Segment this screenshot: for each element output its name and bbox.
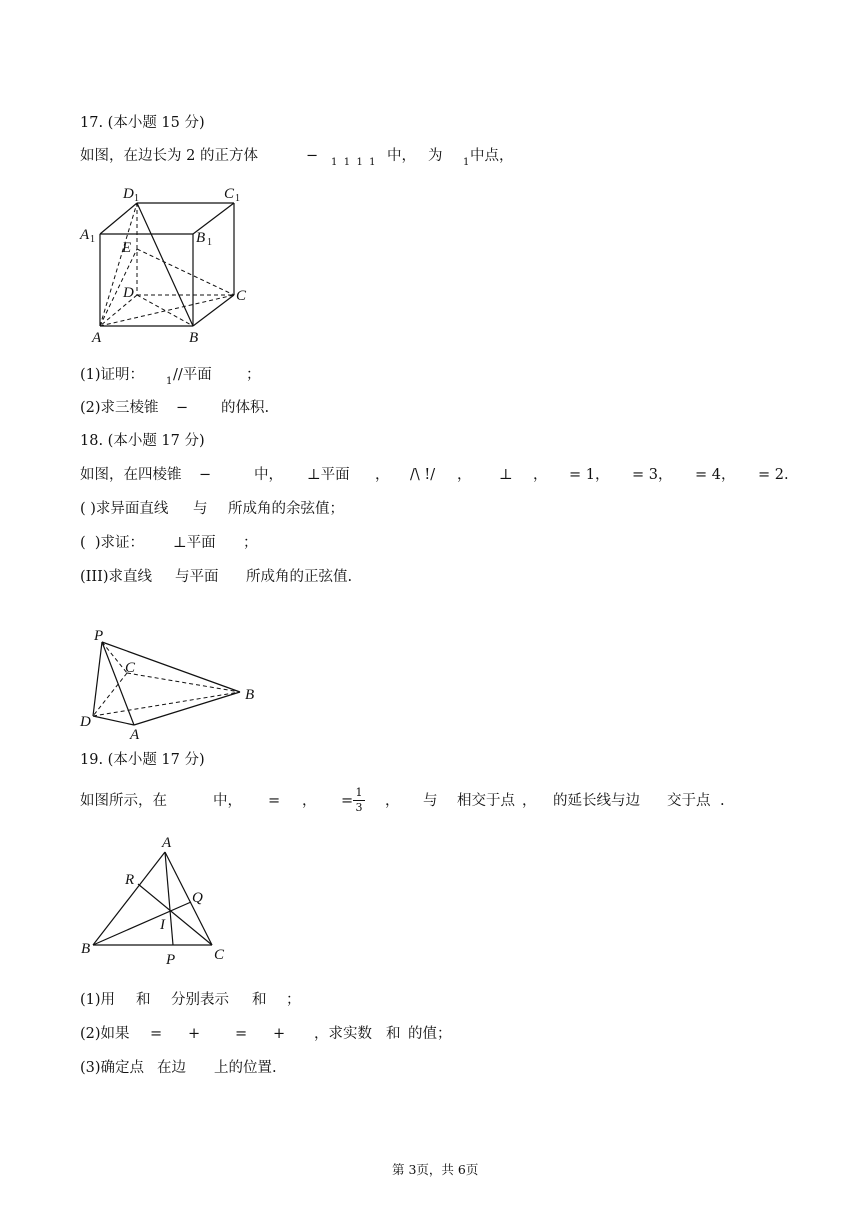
- label-Q: Q: [192, 890, 203, 906]
- q19-part2: +: [273, 1026, 286, 1042]
- label-A: A: [130, 727, 140, 743]
- q19-part2: =: [235, 1026, 248, 1042]
- label-A1-subscript: 1: [90, 234, 95, 245]
- q17-stem-text: 为: [428, 148, 443, 164]
- q19-part2: (2)如果: [80, 1026, 130, 1042]
- q18-part2: ( )求证：: [80, 535, 145, 551]
- q18-stem-eq2: = 3，: [632, 467, 673, 483]
- label-A: A: [162, 835, 172, 851]
- q18-stem-eq4: = 2.: [758, 467, 789, 483]
- q19-stem: 中，: [213, 793, 242, 809]
- q19-part3: (3)确定点: [80, 1060, 145, 1076]
- label-B1: B: [196, 230, 206, 246]
- label-B: B: [245, 687, 255, 703]
- q17-header: 17. (本小题 15 分): [80, 115, 205, 131]
- q19-stem: =: [268, 793, 281, 809]
- q19-part1: ；: [286, 992, 301, 1008]
- q17-part1: //平面: [173, 367, 212, 383]
- q17-part2: 的体积.: [221, 400, 270, 416]
- q17-part2-dash: −: [176, 400, 189, 416]
- label-C: C: [236, 288, 247, 304]
- q18-stem: 中，: [254, 467, 283, 483]
- q19-fraction-numerator: 1: [355, 786, 363, 799]
- q18-stem-eq3: = 4，: [695, 467, 736, 483]
- label-A: A: [92, 330, 102, 346]
- q19-header: 19. (本小题 17 分): [80, 752, 205, 768]
- label-C1-subscript: 1: [235, 193, 240, 204]
- q18-part1: 与: [193, 501, 208, 517]
- label-E: E: [122, 240, 132, 256]
- label-B1-subscript: 1: [207, 237, 212, 248]
- q17-part1-subscript: 1: [166, 376, 173, 387]
- q19-part1: (1)用: [80, 992, 116, 1008]
- q18-stem: /\ !/: [410, 467, 436, 483]
- q18-stem: 如图，在四棱锥: [80, 467, 182, 483]
- q18-stem: ，: [375, 467, 390, 483]
- q19-part2: 和: [386, 1026, 401, 1042]
- q17-stem-dash: −: [306, 148, 319, 164]
- q18-part2: ；: [243, 535, 258, 551]
- pyramid-figure: [76, 626, 271, 742]
- q18-part1: 所成角的余弦值；: [228, 501, 344, 517]
- q18-header: 18. (本小题 17 分): [80, 433, 205, 449]
- label-C: C: [214, 947, 225, 963]
- q17-stem-subscript: 1: [463, 157, 470, 168]
- q19-part2: 的值；: [408, 1026, 452, 1042]
- label-R: R: [125, 872, 135, 888]
- q19-stem: =: [341, 793, 354, 809]
- q18-stem: ⊥: [499, 467, 513, 483]
- q19-stem: .: [720, 793, 725, 809]
- q19-part1: 和: [136, 992, 151, 1008]
- q19-part3: 在边: [157, 1060, 186, 1076]
- q18-stem: ，: [457, 467, 472, 483]
- label-P: P: [94, 628, 104, 644]
- label-B: B: [189, 330, 199, 346]
- q19-part2: ，求实数: [314, 1026, 372, 1042]
- label-D1: D: [123, 186, 134, 202]
- q19-stem: ，: [385, 793, 400, 809]
- q19-stem: 与: [423, 793, 438, 809]
- label-B: B: [81, 941, 91, 957]
- label-D: D: [123, 285, 134, 301]
- q19-part2: +: [188, 1026, 201, 1042]
- q17-stem-text: 中，: [387, 148, 416, 164]
- triangle-figure: [78, 830, 238, 970]
- q18-part3: 所成角的正弦值.: [246, 569, 353, 585]
- q18-part2: ⊥平面: [173, 535, 216, 551]
- cube-figure: [76, 180, 256, 350]
- q17-part1: (1)证明：: [80, 367, 145, 383]
- q18-stem-eq1: = 1，: [569, 467, 610, 483]
- q19-stem: 交于点: [667, 793, 711, 809]
- q18-stem-dash: −: [199, 467, 212, 483]
- label-C: C: [125, 660, 136, 676]
- q17-stem-text: 中点，: [470, 148, 514, 164]
- q17-part1: ；: [246, 367, 261, 383]
- q19-part1: 分别表示: [171, 992, 229, 1008]
- label-P: P: [166, 952, 176, 968]
- q19-stem: 的延长线与边: [553, 793, 640, 809]
- q18-stem: ，: [533, 467, 548, 483]
- q18-stem: ⊥平面: [307, 467, 350, 483]
- q19-stem: 相交于点: [457, 793, 515, 809]
- q18-part3: (III)求直线: [80, 569, 152, 585]
- q19-stem: ，: [522, 793, 537, 809]
- label-A1: A: [80, 227, 90, 243]
- label-I: I: [160, 917, 165, 933]
- q19-fraction: [353, 787, 365, 814]
- q19-part3: 上的位置.: [214, 1060, 277, 1076]
- page-footer: 第 3页，共 6页: [392, 1162, 479, 1177]
- q19-part2: =: [150, 1026, 163, 1042]
- q19-part1: 和: [252, 992, 267, 1008]
- label-D1-subscript: 1: [134, 193, 139, 204]
- q19-stem: 如图所示，在: [80, 793, 167, 809]
- q17-stem-subscripts: 1 1 1 1: [331, 157, 376, 168]
- q19-fraction-denominator: 3: [355, 801, 363, 814]
- q19-stem: ，: [302, 793, 317, 809]
- q18-part3: 与平面: [175, 569, 219, 585]
- label-D: D: [80, 714, 91, 730]
- q18-part1: ( )求异面直线: [80, 501, 169, 517]
- q17-part2: (2)求三棱锥: [80, 400, 159, 416]
- q17-stem-text: 如图，在边长为 2 的正方体: [80, 148, 258, 164]
- label-C1: C: [224, 186, 235, 202]
